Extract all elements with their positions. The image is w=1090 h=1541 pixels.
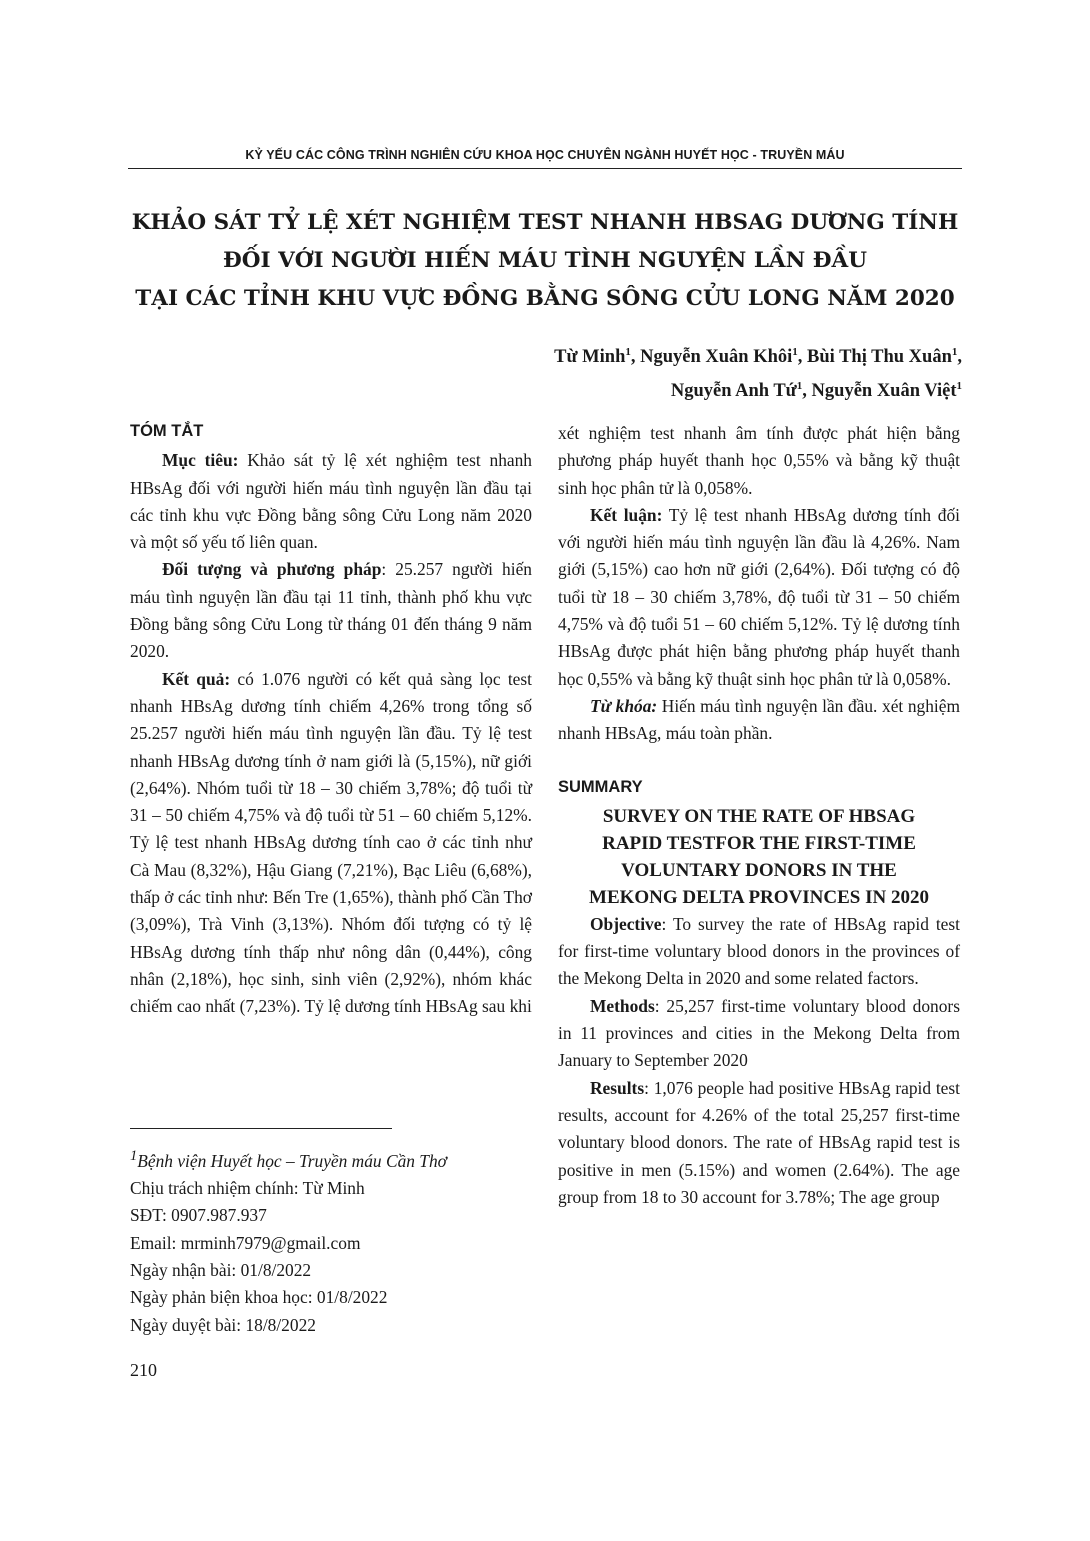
- footnote-phone: SĐT: 0907.987.937: [130, 1205, 267, 1226]
- summary-title-line-1: SURVEY ON THE RATE OF HBSAG: [602, 805, 916, 827]
- keywords-label: Từ khóa:: [590, 695, 658, 716]
- summary-objective-text: : To survey the rate of HBsAg rapid test for first-time voluntary blood donors in the provinces of the Mekong Delta in 2020 and some related factors.: [558, 913, 960, 989]
- summary-results-label: Results: [590, 1077, 645, 1098]
- footnote-received: Ngày nhận bài: 01/8/2022: [130, 1259, 312, 1280]
- results-text: có 1.076 người có kết quả sàng lọc test nhanh HBsAg dương tính chiếm 4,26% trong tổng số 25.257 người hiến máu tình nguyện lần đầu. Tỷ lệ test nhanh HBsAg dương tính ở nam giới là (5,15%), nữ giới (2,64%). Nhóm tuổi từ 18 – 30 chiếm 3,78%; độ tuổi từ 31 – 50 chiếm 4,75% và độ tuổi từ 51 – 60 chiếm 5,12%. Tỷ lệ test nhanh HBsAg dương tính cao ở các tỉnh như Cà Mau (8,32%), Hậu Giang (7,21%), Bạc Liêu (6,68%), thấp ở các tỉnh như: Bến Tre (1,65%), thành phố Cần Thơ (3,09%), Trà Vinh (3,13%). Nhóm đối tượng có tỷ lệ HBsAg dương tính thấp như nông dân (0,44%), công nhân (2,18%), học sinh, sinh viên (2,92%), nhóm khác chiếm cao nhất (7,23%). Tỷ lệ dương tính HBsAg sau khi: [130, 668, 532, 1017]
- right-column: [558, 420, 960, 1211]
- footnotes: [130, 1143, 550, 1339]
- summary-methods: [558, 993, 960, 1075]
- running-header: KỶ YẾU CÁC CÔNG TRÌNH NGHIÊN CỨU KHOA HỌC CHUYÊN NGÀNH HUYẾT HỌC - TRUYỀN MÁU: [245, 148, 845, 162]
- author-name: Nguyễn Xuân Việt: [811, 381, 957, 402]
- author-affiliation-mark: 1: [792, 346, 798, 358]
- summary-title-line-4: MEKONG DELTA PROVINCES IN 2020: [589, 886, 929, 908]
- summary-title-line-3: VOLUNTARY DONORS IN THE: [621, 859, 897, 881]
- author-list: Từ Minh$^1$, Nguyễn Xuân Khôi$^1$, Bùi Thị Thu Xuân$^1$, Nguyễn Anh Tứ$^1$, Nguyễn Xuân Việt$^1$: [554, 346, 962, 402]
- abstract-results: [130, 666, 532, 1021]
- methods-text: : 25.257 người hiến máu tình nguyện lần đầu tại 11 tỉnh, thành phố khu vực Đồng bằng sông Cửu Long từ tháng 01 đến tháng 9 năm 2020.: [130, 559, 532, 662]
- footnote-email: Email: mrminh7979@gmail.com: [130, 1232, 361, 1253]
- footnote-accepted: Ngày duyệt bài: 18/8/2022: [130, 1314, 316, 1335]
- summary-methods-text: : 25,257 first-time voluntary blood donors in 11 provinces and cities in the Mekong Delta from January to September 2020: [558, 995, 960, 1071]
- abstract-keywords: [558, 693, 960, 748]
- author-affiliation-mark: 1: [796, 380, 803, 393]
- abstract-conclusion: [558, 502, 960, 693]
- footnote-affiliation: $^1$Bệnh viện Huyết học – Truyền máu Cần Thơ: [130, 1148, 447, 1171]
- objective-text: Khảo sát tỷ lệ xét nghiệm test nhanh HBsAg đối với người hiến máu tình nguyện lần đầu tại các tỉnh khu vực Đồng bằng sông Cửu Long năm 2020 và một số yếu tố liên quan.: [130, 450, 532, 553]
- results-label: Kết quả:: [162, 668, 231, 689]
- author-name: Bùi Thị Thu Xuân: [807, 347, 952, 368]
- summary-objective: [558, 911, 960, 993]
- summary-methods-label: Methods: [590, 995, 655, 1016]
- methods-label: Đối tượng và phương pháp: [162, 559, 382, 580]
- author-affiliation-mark: 1: [951, 346, 958, 358]
- author-affiliation-mark: 1: [956, 380, 962, 393]
- abstract-results-continued: xét nghiệm test nhanh âm tính được phát hiện bằng phương pháp huyết thanh học 0,55% và bằng kỹ thuật sinh học phân tử là 0,058%.: [558, 423, 960, 498]
- author-name: Nguyễn Anh Tứ: [670, 381, 797, 402]
- abstract-heading: TÓM TẮT: [130, 422, 204, 440]
- left-column: [130, 418, 532, 1021]
- title-line-2: ĐỐI VỚI NGƯỜI HIẾN MÁU TÌNH NGUYỆN LẦN ĐẦU: [223, 248, 867, 273]
- title-line-1: KHẢO SÁT TỶ LỆ XÉT NGHIỆM TEST NHANH HBSAG DƯƠNG TÍNH: [131, 210, 959, 235]
- conclusion-text: Tỷ lệ test nhanh HBsAg dương tính đối với người hiến máu tình nguyện lần đầu là 4,26%. Nam giới (5,15%) cao hơn nữ giới (2,64%). Đối tượng có độ tuổi từ 18 – 30 chiếm 3,78%, độ tuổi từ 31 – 50 chiếm 4,75% và độ tuổi 51 – 60 chiếm 5,12%. Tỷ lệ dương tính HBsAg được phát hiện bằng phương pháp huyết thanh học 0,55% và bằng kỹ thuật sinh học phân tử là 0,058%.: [558, 504, 960, 689]
- author-name: Nguyễn Xuân Khôi: [640, 347, 793, 368]
- abstract-objective: [130, 447, 532, 556]
- footnote-responsible: Chịu trách nhiệm chính: Từ Minh: [130, 1178, 365, 1199]
- summary-heading: SUMMARY: [558, 777, 643, 796]
- summary-objective-label: Objective: [590, 913, 662, 934]
- footnote-divider: [130, 1128, 392, 1129]
- footnote-reviewed: Ngày phản biện khoa học: 01/8/2022: [130, 1287, 388, 1308]
- summary-results-text: : 1,076 people had positive HBsAg rapid test results, account for 4.26% of the total 25,257 first-time voluntary blood donors. The rate of HBsAg rapid test is positive in men (5.15%) and women (2.64%). The age group from 18 to 30 account for 3.78%; The age group: [558, 1077, 960, 1207]
- author-name: Từ Minh: [554, 347, 626, 368]
- abstract-methods: [130, 556, 532, 665]
- title-line-3: TẠI CÁC TỈNH KHU VỰC ĐỒNG BẰNG SÔNG CỬU LONG NĂM 2020: [135, 286, 955, 311]
- keywords-text: Hiến máu tình nguyện lần đầu. xét nghiệm nhanh HBsAg, máu toàn phần.: [558, 695, 960, 744]
- article-title: [128, 204, 962, 318]
- header-divider: [128, 168, 962, 169]
- author-affiliation-mark: 1: [625, 346, 631, 358]
- objective-label: Mục tiêu:: [162, 450, 239, 471]
- conclusion-label: Kết luận:: [590, 504, 663, 525]
- summary-results: [558, 1075, 960, 1211]
- footnote-mark: 1: [130, 1148, 138, 1164]
- summary-title: [558, 803, 960, 911]
- summary-title-line-2: RAPID TESTFOR THE FIRST-TIME: [602, 832, 916, 854]
- page-number: 210: [130, 1360, 157, 1380]
